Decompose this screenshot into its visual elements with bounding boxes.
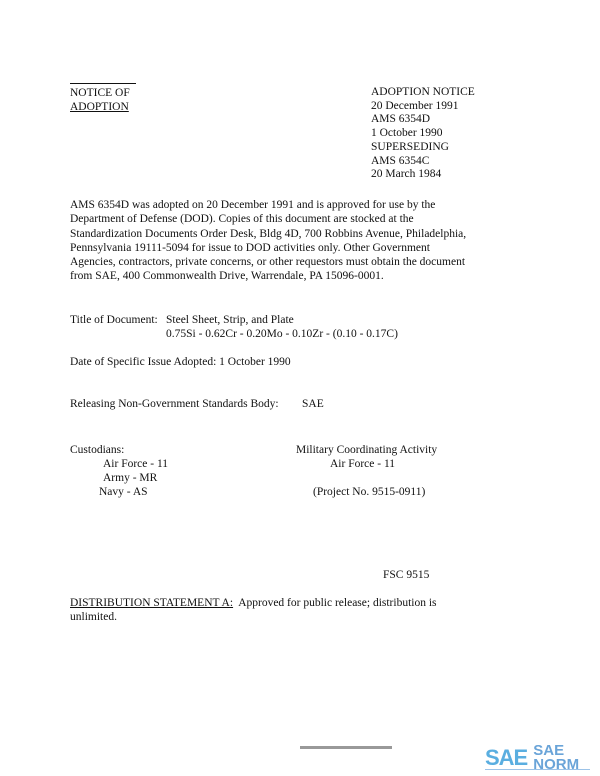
adoption-paragraph: AMS 6354D was adopted on 20 December 1991 and is approved for use by the Department of Defense (DOD). Copies of this document are stocked at the Standardization Documents Order Desk, Bldg 4D, 700 Robbins Avenue, Philadelphia, Pennsylvania 19111-5094 for issue to DOD activities only. Other Government Agencies, contractors, private concerns, or other requestors must obtain the document from SAE, 400 Commonwealth Drive, Warrendale, PA 15096-0001.: [70, 199, 467, 283]
adoption-notice-block: [371, 86, 475, 182]
header-right-line: AMS 6354C: [371, 154, 430, 167]
title-line1: Steel Sheet, Strip, and Plate: [166, 314, 294, 326]
custodians-label: Custodians:: [70, 444, 125, 456]
custodian-item: Army - MR: [103, 472, 158, 484]
header-right-line: 20 March 1984: [371, 168, 442, 181]
header-right-line: SUPERSEDING: [371, 140, 449, 153]
sae-norm-logo: [485, 744, 600, 772]
date-adopted: Date of Specific Issue Adopted: 1 October 1990: [70, 356, 291, 368]
sae-logo-mark: SAE: [485, 745, 528, 770]
header-right-line: ADOPTION NOTICE: [371, 86, 475, 98]
header-right-line: 20 December 1991: [371, 99, 459, 112]
releasing-label: Releasing Non-Government Standards Body:: [70, 398, 279, 410]
logo-underline: [485, 769, 590, 770]
custodian-item: Air Force - 11: [103, 458, 169, 470]
header-rule: [70, 83, 136, 84]
distribution-statement: [70, 596, 470, 624]
custodian-item: Navy - AS: [99, 486, 148, 498]
releasing-value: SAE: [302, 398, 324, 410]
adoption-label: ADOPTION: [70, 101, 129, 113]
title-line2: 0.75Si - 0.62Cr - 0.20Mo - 0.10Zr - (0.10 - 0.17C): [166, 328, 398, 340]
title-label: Title of Document:: [70, 314, 158, 326]
military-label: Military Coordinating Activity: [296, 444, 438, 456]
footer-note: [300, 746, 392, 749]
distribution-label: DISTRIBUTION STATEMENT A:: [70, 597, 234, 609]
header-right-line: AMS 6354D: [371, 113, 431, 126]
sae-norm-text: SAE NORM: [533, 742, 580, 773]
header-right-line: 1 October 1990: [371, 127, 443, 140]
military-value: Air Force - 11: [330, 458, 396, 470]
fsc-code: FSC 9515: [383, 569, 430, 581]
notice-of-label: NOTICE OF: [70, 87, 130, 99]
distribution-text: Approved for public release; distribution is unlimited.: [70, 597, 437, 623]
project-number: (Project No. 9515-0911): [313, 486, 426, 498]
